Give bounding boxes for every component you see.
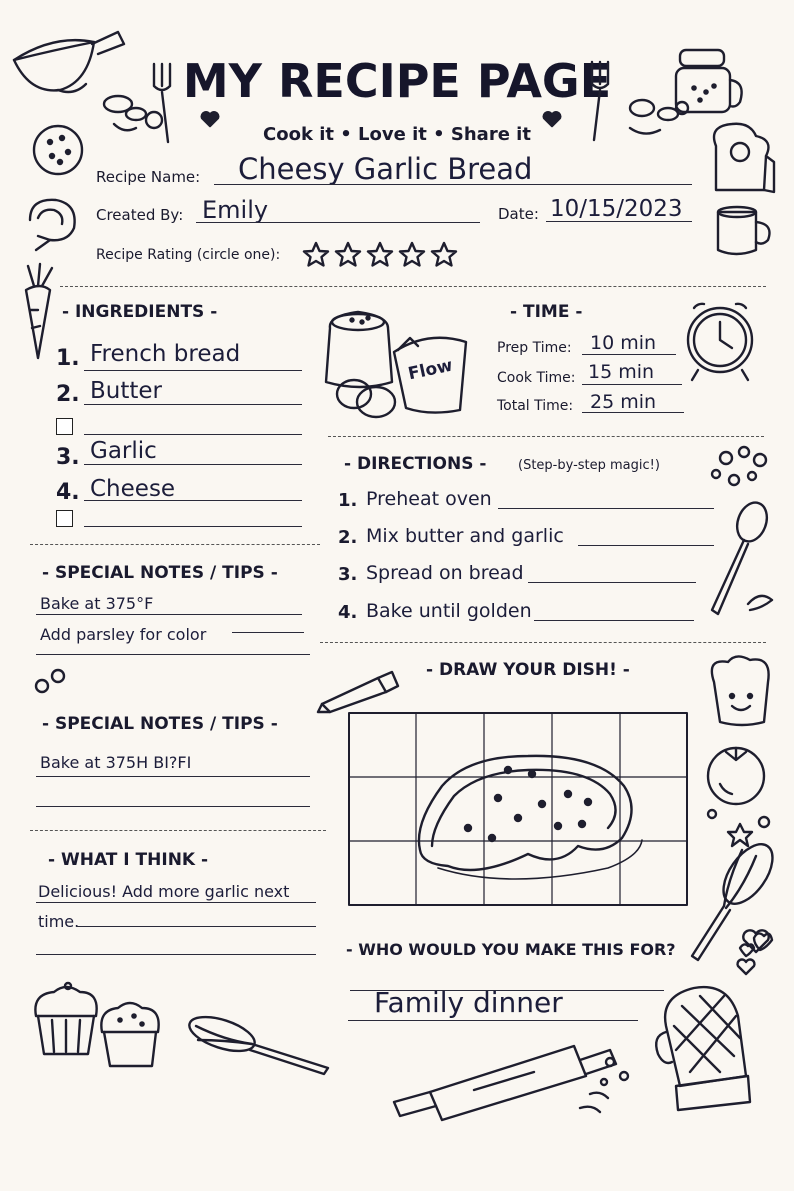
rating-stars[interactable] [302, 240, 462, 270]
note-rule [36, 654, 310, 655]
chef-hat-icon [702, 652, 782, 742]
page-title: MY RECIPE PAGE [182, 54, 612, 108]
note-rule [36, 614, 302, 615]
ingredient-checkbox[interactable] [56, 510, 73, 527]
notes-heading: - SPECIAL NOTES / TIPS - [42, 563, 278, 583]
direction-line [578, 545, 714, 546]
directions-heading: - DIRECTIONS - [344, 454, 487, 474]
prep-time-line [582, 354, 676, 355]
think-line-2[interactable]: time. [38, 912, 80, 931]
divider [30, 830, 326, 831]
note-rule [232, 632, 304, 633]
ingredient-item[interactable]: French bread [90, 341, 241, 367]
cook-time-value[interactable]: 15 min [588, 361, 655, 383]
ingredients-heading: - INGREDIENTS - [62, 302, 218, 322]
ingredient-line [84, 464, 302, 465]
fork-icon [578, 56, 618, 146]
ingredient-checkbox[interactable] [56, 418, 73, 435]
whisk-icon [188, 1010, 338, 1080]
tagline: Cook it • Love it • Share it [263, 124, 531, 145]
time-heading: - TIME - [510, 302, 583, 322]
cook-time-line [582, 384, 682, 385]
pencil-icon [314, 668, 400, 714]
toast-icon [704, 116, 780, 196]
mug-icon [712, 202, 778, 260]
who-rule [348, 1020, 638, 1021]
ingredient-line [84, 370, 302, 371]
direction-line [534, 620, 694, 621]
ingredient-item[interactable]: Butter [90, 378, 162, 404]
cupcake-icon [30, 980, 170, 1070]
total-time-value[interactable]: 25 min [590, 391, 657, 413]
think-heading: - WHAT I THINK - [48, 850, 209, 870]
date-line [546, 221, 692, 222]
think-rule [36, 902, 316, 903]
divider [328, 436, 764, 437]
heart-icon [732, 922, 782, 982]
direction-step[interactable]: Spread on bread [366, 562, 524, 584]
created-by-line [196, 222, 480, 223]
direction-step[interactable]: Mix butter and garlic [366, 525, 564, 547]
direction-line [498, 508, 714, 509]
ingredient-marker: 2. [56, 382, 80, 407]
recipe-name-line [214, 184, 692, 185]
direction-step[interactable]: Preheat oven [366, 488, 492, 510]
ingredient-item[interactable]: Cheese [90, 476, 176, 502]
recipe-name-value[interactable]: Cheesy Garlic Bread [238, 152, 533, 186]
oven-mitt-icon [650, 976, 760, 1116]
note-line[interactable]: Add parsley for color [40, 625, 207, 644]
ingredient-marker: 1. [56, 346, 80, 371]
prep-time-label: Prep Time: [497, 340, 572, 356]
divider [320, 642, 766, 643]
think-rule [36, 954, 316, 955]
ingredient-marker: 3. [56, 445, 80, 470]
carrot-icon [18, 260, 60, 364]
decoration-dots [32, 666, 72, 694]
step-number: 2. [338, 527, 358, 548]
recipe-name-label: Recipe Name: [96, 168, 201, 186]
draw-heading: - DRAW YOUR DISH! - [426, 660, 630, 680]
shrimp-icon [20, 192, 84, 254]
total-time-label: Total Time: [497, 398, 574, 414]
ingredient-item[interactable]: Garlic [90, 438, 157, 464]
bread-drawing-icon [408, 746, 648, 886]
created-by-value[interactable]: Emily [202, 196, 269, 224]
think-rule [76, 926, 316, 927]
think-line-1[interactable]: Delicious! Add more garlic next [38, 882, 290, 901]
who-answer[interactable]: Family dinner [374, 986, 563, 1019]
divider [60, 286, 766, 287]
divider [30, 544, 320, 545]
created-by-label: Created By: [96, 206, 184, 224]
step-number: 3. [338, 564, 358, 585]
note-rule [36, 806, 310, 807]
who-heading: - WHO WOULD YOU MAKE THIS FOR? [346, 940, 676, 959]
decoration-sparkles [96, 84, 176, 140]
step-number: 4. [338, 602, 358, 623]
step-number: 1. [338, 490, 358, 511]
egg-icon [332, 372, 404, 422]
cookie-icon [30, 122, 90, 182]
date-label: Date: [498, 205, 539, 223]
decoration-dots [560, 1050, 640, 1120]
direction-step[interactable]: Bake until golden [366, 600, 532, 622]
jar-icon [670, 46, 752, 118]
tomato-icon [700, 740, 780, 840]
flour-bag-label: Flow [406, 355, 455, 385]
date-value[interactable]: 10/15/2023 [550, 196, 683, 222]
prep-time-value[interactable]: 10 min [590, 332, 657, 354]
ingredient-line [84, 404, 302, 405]
ingredient-line [84, 526, 302, 527]
directions-subheading: (Step-by-step magic!) [518, 458, 660, 473]
ingredient-line [84, 434, 302, 435]
star-icon[interactable] [302, 240, 462, 270]
ingredient-marker: 4. [56, 480, 80, 505]
rating-label: Recipe Rating (circle one): [96, 247, 281, 263]
ingredient-line [84, 500, 302, 501]
note-rule [36, 776, 310, 777]
direction-line [528, 582, 696, 583]
notes-heading: - SPECIAL NOTES / TIPS - [42, 714, 278, 734]
note-line[interactable]: Bake at 375H BI?FI [40, 753, 192, 772]
cook-time-label: Cook Time: [497, 370, 576, 386]
decoration-swirl [742, 588, 782, 618]
clock-icon [682, 294, 760, 384]
note-line[interactable]: Bake at 375°F [40, 594, 154, 613]
total-time-line [582, 412, 684, 413]
